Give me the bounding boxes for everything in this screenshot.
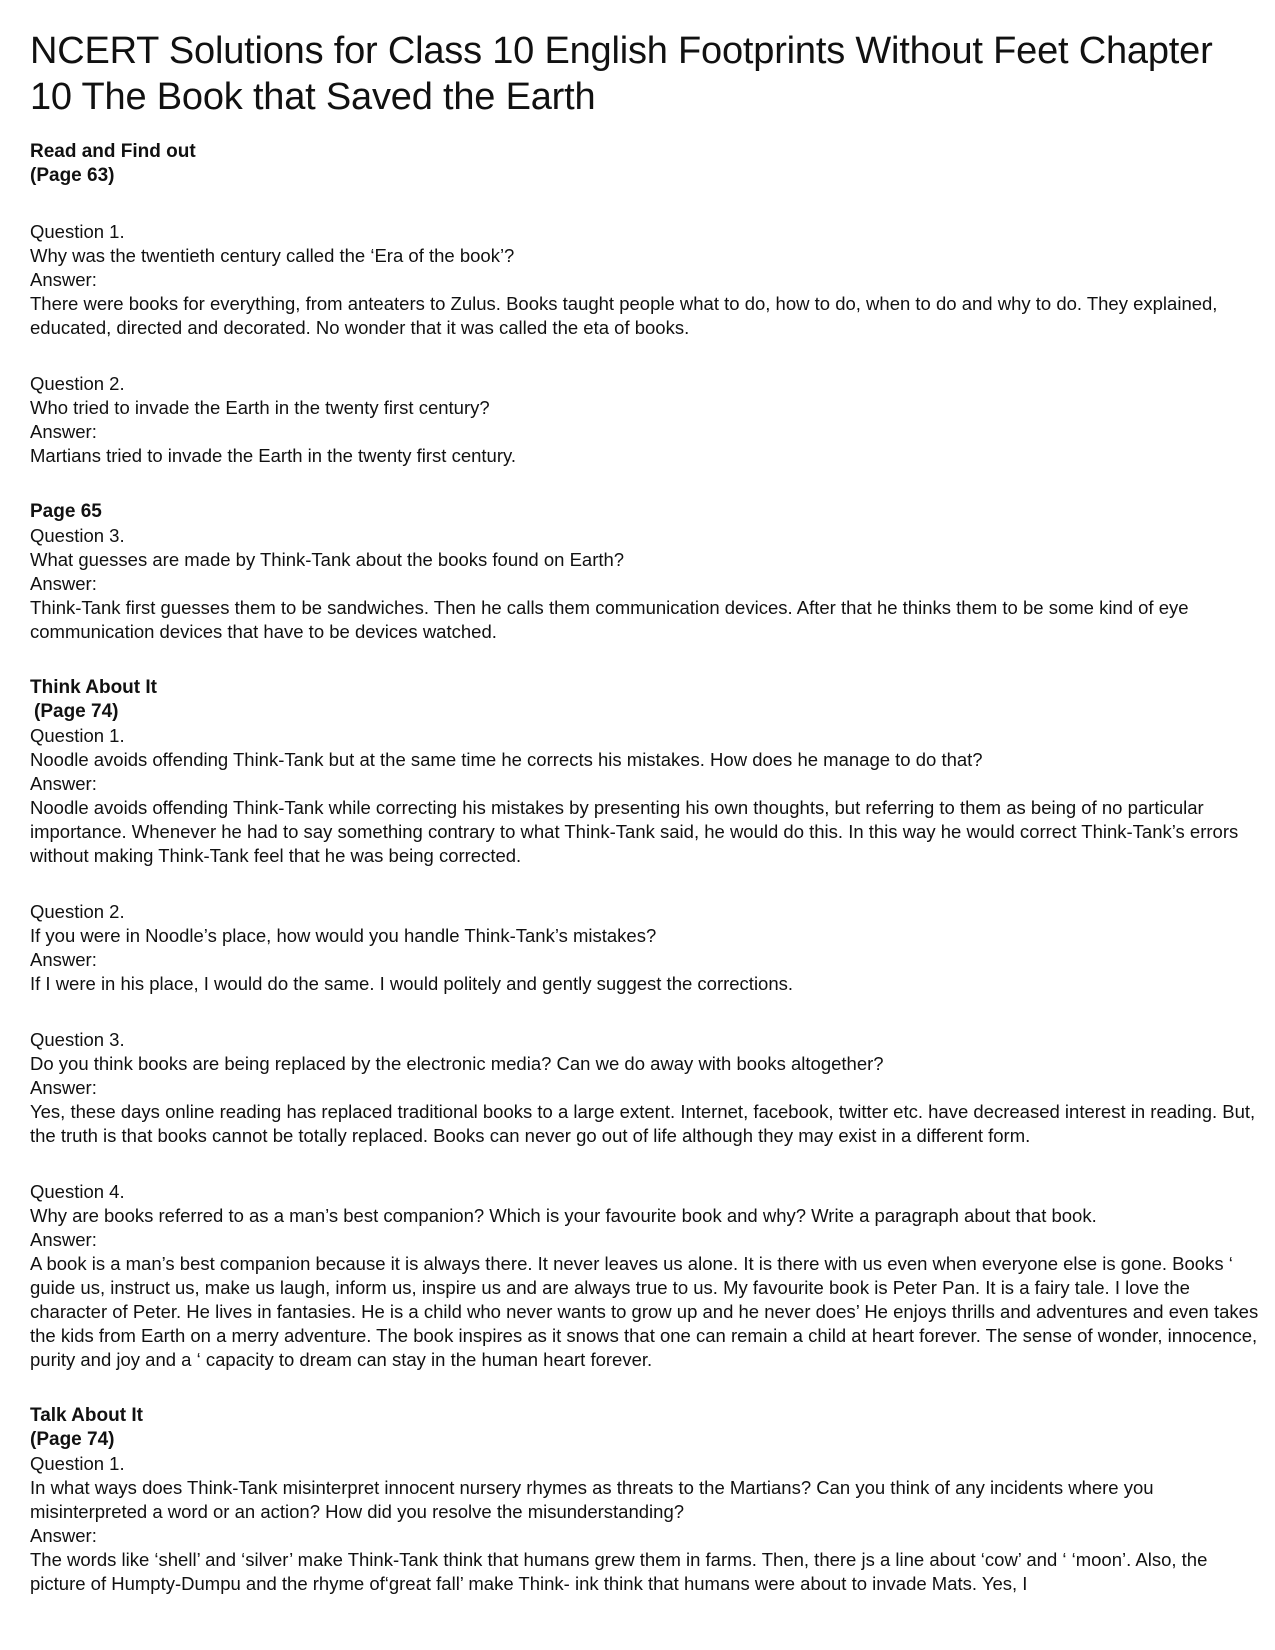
section-heading: Read and Find out — [30, 141, 196, 162]
answer-text: The words like ‘shell’ and ‘silver’ make Think-Tank think that humans grew them in farms. Then, there js a line about ‘cow’ and ‘ ‘moon’. Also, the picture of Humpty-Dumpu and the rhyme of‘great fall’ make Think- ink think that humans were about to invade Mats. Yes, I — [30, 1549, 1208, 1594]
section-heading: Think About It — [30, 677, 157, 698]
question-text: Why was the twentieth century called the ‘Era of the book’? — [30, 245, 515, 266]
question-block — [30, 1452, 1260, 1596]
question-label: Question 4. — [30, 1181, 125, 1202]
answer-label: Answer: — [30, 1077, 97, 1098]
question-label: Question 3. — [30, 525, 125, 546]
page-reference: Page 65 — [30, 501, 102, 522]
answer-label: Answer: — [30, 773, 97, 794]
section-read-and-find-out — [30, 140, 1260, 644]
section-heading: Talk About It — [30, 1405, 143, 1426]
answer-text: If I were in his place, I would do the same. I would politely and gently suggest the corrections. — [30, 973, 794, 994]
page-reference: (Page 74) — [34, 701, 119, 722]
question-text: In what ways does Think-Tank misinterpret innocent nursery rhymes as threats to the Martians? Can you think of any incidents where you misinterpreted a word or an action? How did you resolve the misunderstanding? — [30, 1477, 1154, 1522]
answer-label: Answer: — [30, 1525, 97, 1546]
answer-label: Answer: — [30, 1229, 97, 1250]
question-text: If you were in Noodle’s place, how would you handle Think-Tank’s mistakes? — [30, 925, 657, 946]
section-talk-about-it — [30, 1404, 1260, 1596]
question-text: Noodle avoids offending Think-Tank but at the same time he corrects his mistakes. How does he manage to do that? — [30, 749, 983, 770]
question-text: What guesses are made by Think-Tank about the books found on Earth? — [30, 549, 625, 570]
question-label: Question 1. — [30, 221, 125, 242]
question-block — [30, 372, 1260, 468]
question-block — [30, 724, 1260, 868]
question-block — [30, 524, 1260, 644]
page-reference: (Page 74) — [30, 1429, 115, 1450]
answer-text: Yes, these days online reading has replaced traditional books to a large extent. Internet, facebook, twitter etc. have decreased interest in reading. But, the truth is that books cannot be totally replaced. Books can never go out of life although they may exist in a different form. — [30, 1101, 1256, 1146]
question-text: Who tried to invade the Earth in the twenty first century? — [30, 397, 490, 418]
answer-label: Answer: — [30, 269, 97, 290]
answer-label: Answer: — [30, 573, 97, 594]
answer-label: Answer: — [30, 421, 97, 442]
answer-text: A book is a man’s best companion because it is always there. It never leaves us alone. It is there with us even when everyone else is gone. Books ‘ guide us, instruct us, make us laugh, inform us, inspire us and are always true to us. My favourite book is Peter Pan. It is a fairy tale. I love the character of Peter. He lives in fantasies. He is a child who never wants to grow up and he never does’ He enjoys thrills and adventures and even takes the kids from Earth on a merry adventure. The book inspires as it snows that one can remain a child at heart forever. The sense of wonder, innocence, purity and joy and a ‘ capacity to dream can stay in the human heart forever. — [30, 1253, 1259, 1370]
question-block — [30, 220, 1260, 340]
question-block — [30, 1028, 1260, 1148]
question-label: Question 3. — [30, 1029, 125, 1050]
question-text: Do you think books are being replaced by the electronic media? Can we do away with books altogether? — [30, 1053, 884, 1074]
question-block — [30, 1180, 1260, 1372]
answer-text: Noodle avoids offending Think-Tank while correcting his mistakes by presenting his own thoughts, but referring to them as being of no particular importance. Whenever he had to say something contrary to what Think-Tank said, he would do this. In this way he would correct Think-Tank’s errors without making Think-Tank feel that he was being corrected. — [30, 797, 1239, 866]
page-reference: (Page 63) — [30, 165, 115, 186]
question-label: Question 2. — [30, 901, 125, 922]
question-label: Question 1. — [30, 1453, 125, 1474]
answer-text: There were books for everything, from anteaters to Zulus. Books taught people what to do, how to do, when to do and why to do. They explained, educated, directed and decorated. No wonder that it was called the eta of books. — [30, 293, 1218, 338]
question-label: Question 2. — [30, 373, 125, 394]
question-block — [30, 900, 1260, 996]
question-text: Why are books referred to as a man’s best companion? Which is your favourite book and why? Write a paragraph about that book. — [30, 1205, 1097, 1226]
answer-text: Martians tried to invade the Earth in the twenty first century. — [30, 445, 517, 466]
question-label: Question 1. — [30, 725, 125, 746]
document-title: NCERT Solutions for Class 10 English Footprints Without Feet Chapter 10 The Book that Saved the Earth — [30, 30, 1213, 118]
answer-label: Answer: — [30, 949, 97, 970]
answer-text: Think-Tank first guesses them to be sandwiches. Then he calls them communication devices. After that he thinks them to be some kind of eye communication devices that have to be devices watched. — [30, 597, 1189, 642]
document-page — [30, 28, 1260, 1596]
section-think-about-it — [30, 676, 1260, 1372]
